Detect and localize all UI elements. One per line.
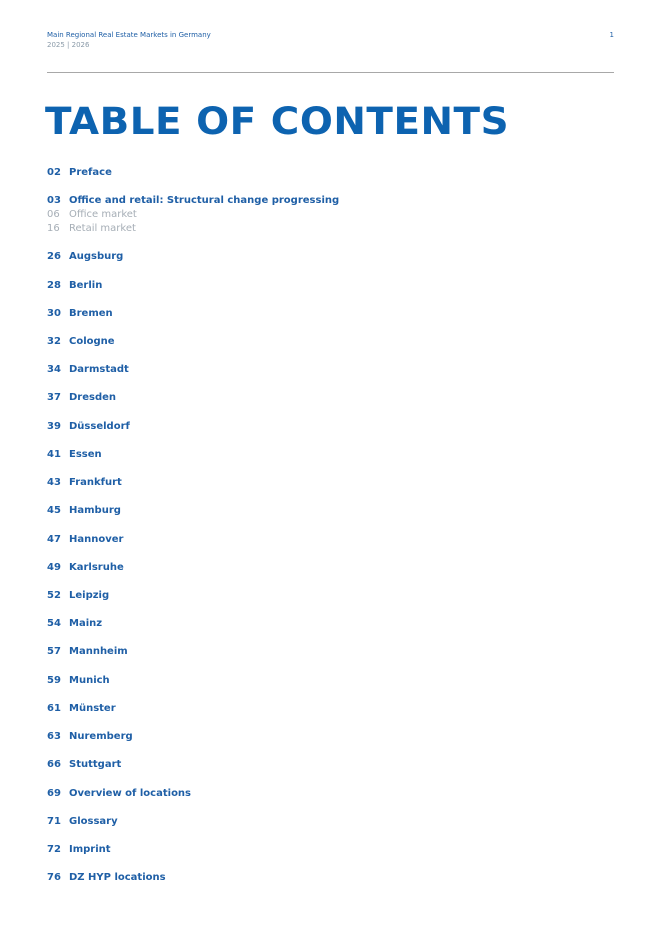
toc-label: Bremen xyxy=(69,308,113,319)
toc-page-number: 26 xyxy=(47,251,61,262)
toc-label: Düsseldorf xyxy=(69,421,130,432)
toc-item-bremen[interactable] xyxy=(47,307,113,321)
toc-page-number: 54 xyxy=(47,618,61,629)
toc-page-number: 34 xyxy=(47,364,61,375)
toc-item-mainz[interactable] xyxy=(47,617,102,631)
toc-item-glossary[interactable] xyxy=(47,815,118,829)
toc-item-dresden[interactable] xyxy=(47,391,116,405)
toc-item-office-and-retail[interactable] xyxy=(47,194,339,208)
toc-item-darmstadt[interactable] xyxy=(47,363,129,377)
toc-label: Berlin xyxy=(69,280,103,291)
toc-label: Munich xyxy=(69,675,110,686)
toc-page-number: 37 xyxy=(47,392,61,403)
toc-page-number: 32 xyxy=(47,336,61,347)
toc-label: Leipzig xyxy=(69,590,110,601)
toc-item-hamburg[interactable] xyxy=(47,504,121,518)
toc-label: Nuremberg xyxy=(69,731,133,742)
toc-item-stuttgart[interactable] xyxy=(47,758,121,772)
toc-item-essen[interactable] xyxy=(47,448,102,462)
toc-page-number: 39 xyxy=(47,421,61,432)
toc-label: Karlsruhe xyxy=(69,562,124,573)
toc-page-number: 49 xyxy=(47,562,61,573)
toc-subitem-retail-market[interactable] xyxy=(47,222,136,236)
toc-label: Darmstadt xyxy=(69,364,129,375)
page-number: 1 xyxy=(609,31,614,39)
toc-label: Dresden xyxy=(69,392,117,403)
toc-item-karlsruhe[interactable] xyxy=(47,561,124,575)
header-divider xyxy=(47,72,614,73)
toc-page-number: 52 xyxy=(47,590,61,601)
toc-page-number: 16 xyxy=(47,223,60,234)
toc-label: Glossary xyxy=(69,816,118,827)
toc-label: Office and retail: Structural change progressing xyxy=(69,195,340,206)
toc-label: Office market xyxy=(69,209,137,220)
toc-item-berlin[interactable] xyxy=(47,279,102,293)
toc-page-number: 06 xyxy=(47,209,60,220)
toc-label: Stuttgart xyxy=(69,759,122,770)
toc-page-number: 63 xyxy=(47,731,61,742)
toc-label: Hannover xyxy=(69,534,124,545)
toc-item-cologne[interactable] xyxy=(47,335,115,349)
page-header xyxy=(47,30,614,50)
toc-page-number: 61 xyxy=(47,703,61,714)
toc-item-dz-hyp-locations[interactable] xyxy=(47,871,166,885)
toc-label: Frankfurt xyxy=(69,477,122,488)
toc-item-imprint[interactable] xyxy=(47,843,111,857)
toc-page-number: 43 xyxy=(47,477,61,488)
report-years: 2025 | 2026 xyxy=(47,41,90,49)
toc-item-overview-of-locations[interactable] xyxy=(47,787,191,801)
toc-item-muenster[interactable] xyxy=(47,702,116,716)
toc-item-hannover[interactable] xyxy=(47,533,123,547)
toc-page-number: 69 xyxy=(47,788,61,799)
toc-label: DZ HYP locations xyxy=(69,872,166,883)
toc-page-number: 45 xyxy=(47,505,61,516)
report-title: Main Regional Real Estate Markets in Germany xyxy=(47,31,211,39)
toc-page-number: 28 xyxy=(47,280,61,291)
toc-item-nuremberg[interactable] xyxy=(47,730,133,744)
toc-page-number: 72 xyxy=(47,844,61,855)
toc-label: Münster xyxy=(69,703,116,714)
toc-subitem-office-market[interactable] xyxy=(47,208,137,222)
toc-item-augsburg[interactable] xyxy=(47,250,123,264)
toc-label: Hamburg xyxy=(69,505,121,516)
toc-label: Augsburg xyxy=(69,251,124,262)
toc-page-number: 66 xyxy=(47,759,61,770)
toc-item-munich[interactable] xyxy=(47,674,110,688)
toc-page-number: 76 xyxy=(47,872,61,883)
toc-item-frankfurt[interactable] xyxy=(47,476,122,490)
toc-page-number: 71 xyxy=(47,816,61,827)
toc-page-number: 03 xyxy=(47,195,61,206)
toc-item-mannheim[interactable] xyxy=(47,645,128,659)
toc-label: Mainz xyxy=(69,618,103,629)
toc-item-duesseldorf[interactable] xyxy=(47,420,130,434)
toc-page-number: 59 xyxy=(47,675,61,686)
toc-item-leipzig[interactable] xyxy=(47,589,109,603)
toc-label: Imprint xyxy=(69,844,111,855)
toc-page-number: 57 xyxy=(47,646,61,657)
toc-label: Overview of locations xyxy=(69,788,192,799)
page-title: TABLE OF CONTENTS xyxy=(45,100,510,143)
toc-label: Retail market xyxy=(69,223,136,234)
toc-page-number: 47 xyxy=(47,534,61,545)
toc-page-number: 41 xyxy=(47,449,61,460)
toc-label: Cologne xyxy=(69,336,115,347)
toc-page-number: 02 xyxy=(47,167,61,178)
toc-page-number: 30 xyxy=(47,308,61,319)
toc-item-preface[interactable] xyxy=(47,166,112,180)
toc-label: Mannheim xyxy=(69,646,128,657)
toc-label: Essen xyxy=(69,449,102,460)
toc-label: Preface xyxy=(69,167,112,178)
